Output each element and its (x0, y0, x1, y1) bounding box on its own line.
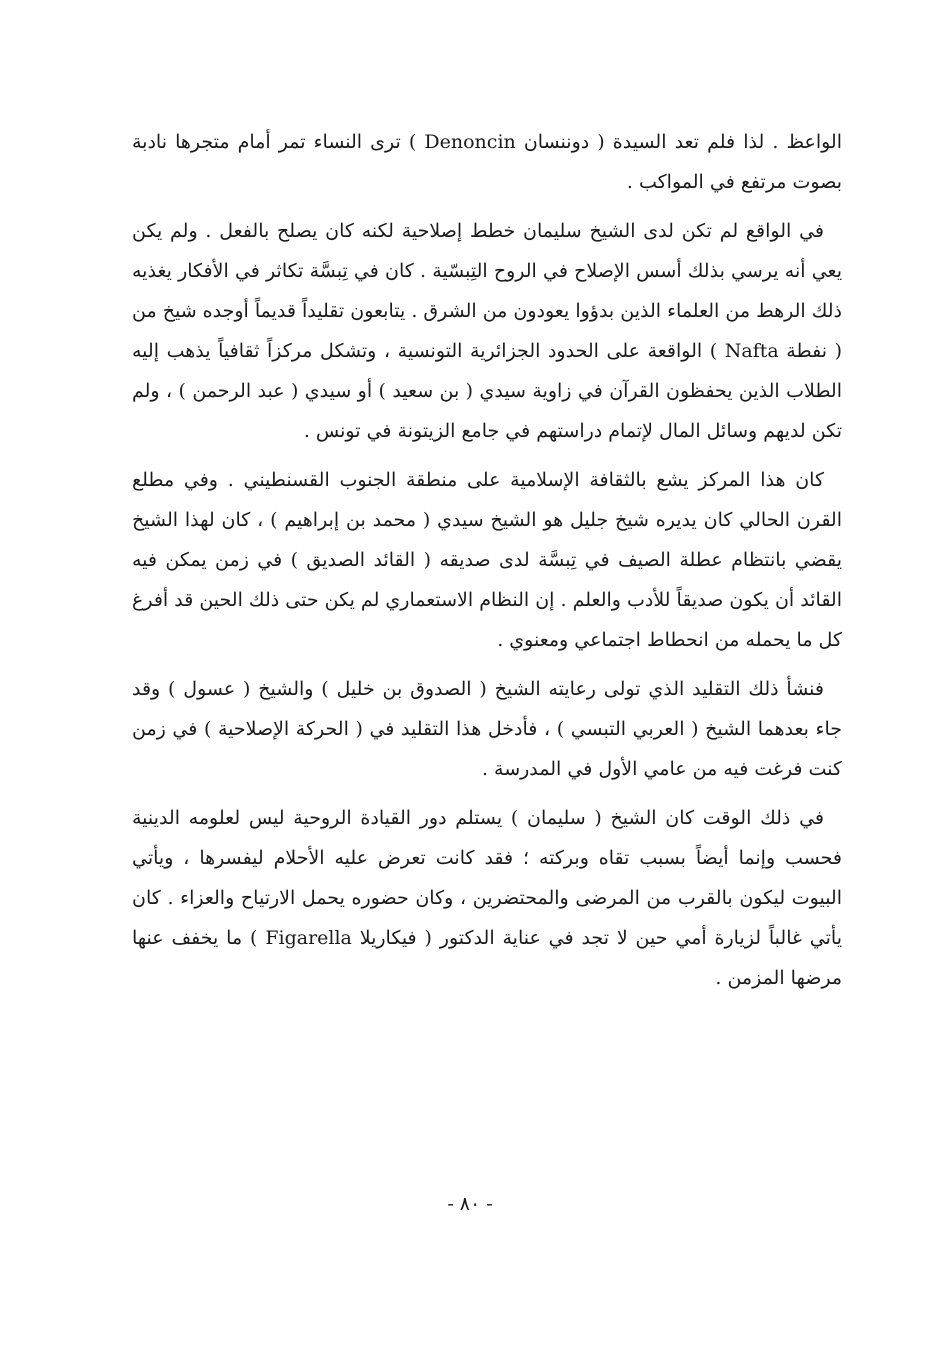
paragraph-3: كان هذا المركز يشع بالثقافة الإسلامية على منطقة الجنوب القسنطيني . وفي مطلع القرن الحالي كان يديره شيخ جليل هو الشيخ سيدي ( محمد بن إبراهيم ) ، كان لهذا الشيخ يقضي بانتظام عطلة الصيف في تِبسَّة لدى صديقه ( القائد الصديق ) في زمن يمكن فيه القائد أن يكون صديقاً للأدب والعلم . إن النظام الاستعماري لم يكن حتى ذلك الحين قد أفرغ كل ما يحمله من انحطاط اجتماعي ومعنوي . (132, 469, 842, 651)
paragraph-2: في الواقع لم تكن لدى الشيخ سليمان خطط إصلاحية لكنه كان يصلح بالفعل . ولم يكن يعي أنه يرسي بذلك أسس الإصلاح في الروح التِبسّية . كان في تِبسَّة تكاثر في الأفكار يغذيه ذلك الرهط من العلماء الذين بدؤوا يعودون من الشرق . يتابعون تقليداً قديماً أوجده شيخ من ( نفطة Nafta ) الواقعة على الحدود الجزائرية التونسية ، وتشكل مركزاً ثقافياً يذهب إليه الطلاب الذين يحفظون القرآن في زاوية سيدي ( بن سعيد ) أو سيدي ( عبد الرحمن ) ، ولم تكن لديهم وسائل المال لإتمام دراستهم في جامع الزيتونة في تونس . (132, 220, 842, 442)
paragraph-5: في ذلك الوقت كان الشيخ ( سليمان ) يستلم دور القيادة الروحية ليس لعلومه الدينية فحسب وإنما أيضاً بسبب تقاه وبركته ؛ فقد كانت تعرض عليه الأحلام ليفسرها ، ويأتي البيوت ليكون بالقرب من المرضى والمحتضرين ، وكان حضوره يحمل الارتياح والعزاء . كان يأتي غالباً لزيارة أمي حين لا تجد في عناية الدكتور ( فيكاريلا Figarella ) ما يخفف عنها مرضها المزمن . (132, 807, 842, 989)
paragraph-1: الواعظ . لذا فلم تعد السيدة ( دوننسان Denoncin ) ترى النساء تمر أمام متجرها نادبة بصوت مرتفع في المواكب . (132, 131, 842, 193)
page-number: - ٨٠ - (447, 1193, 493, 1215)
paragraph-4: فنشأ ذلك التقليد الذي تولى رعايته الشيخ ( الصدوق بن خليل ) والشيخ ( عسول ) وقد جاء بعدهما الشيخ ( العربي التبسي ) ، فأدخل هذا التقليد في ( الحركة الإصلاحية ) في زمن كنت فرغت فيه من عامي الأول في المدرسة . (132, 678, 842, 780)
page-text-body (132, 122, 842, 998)
